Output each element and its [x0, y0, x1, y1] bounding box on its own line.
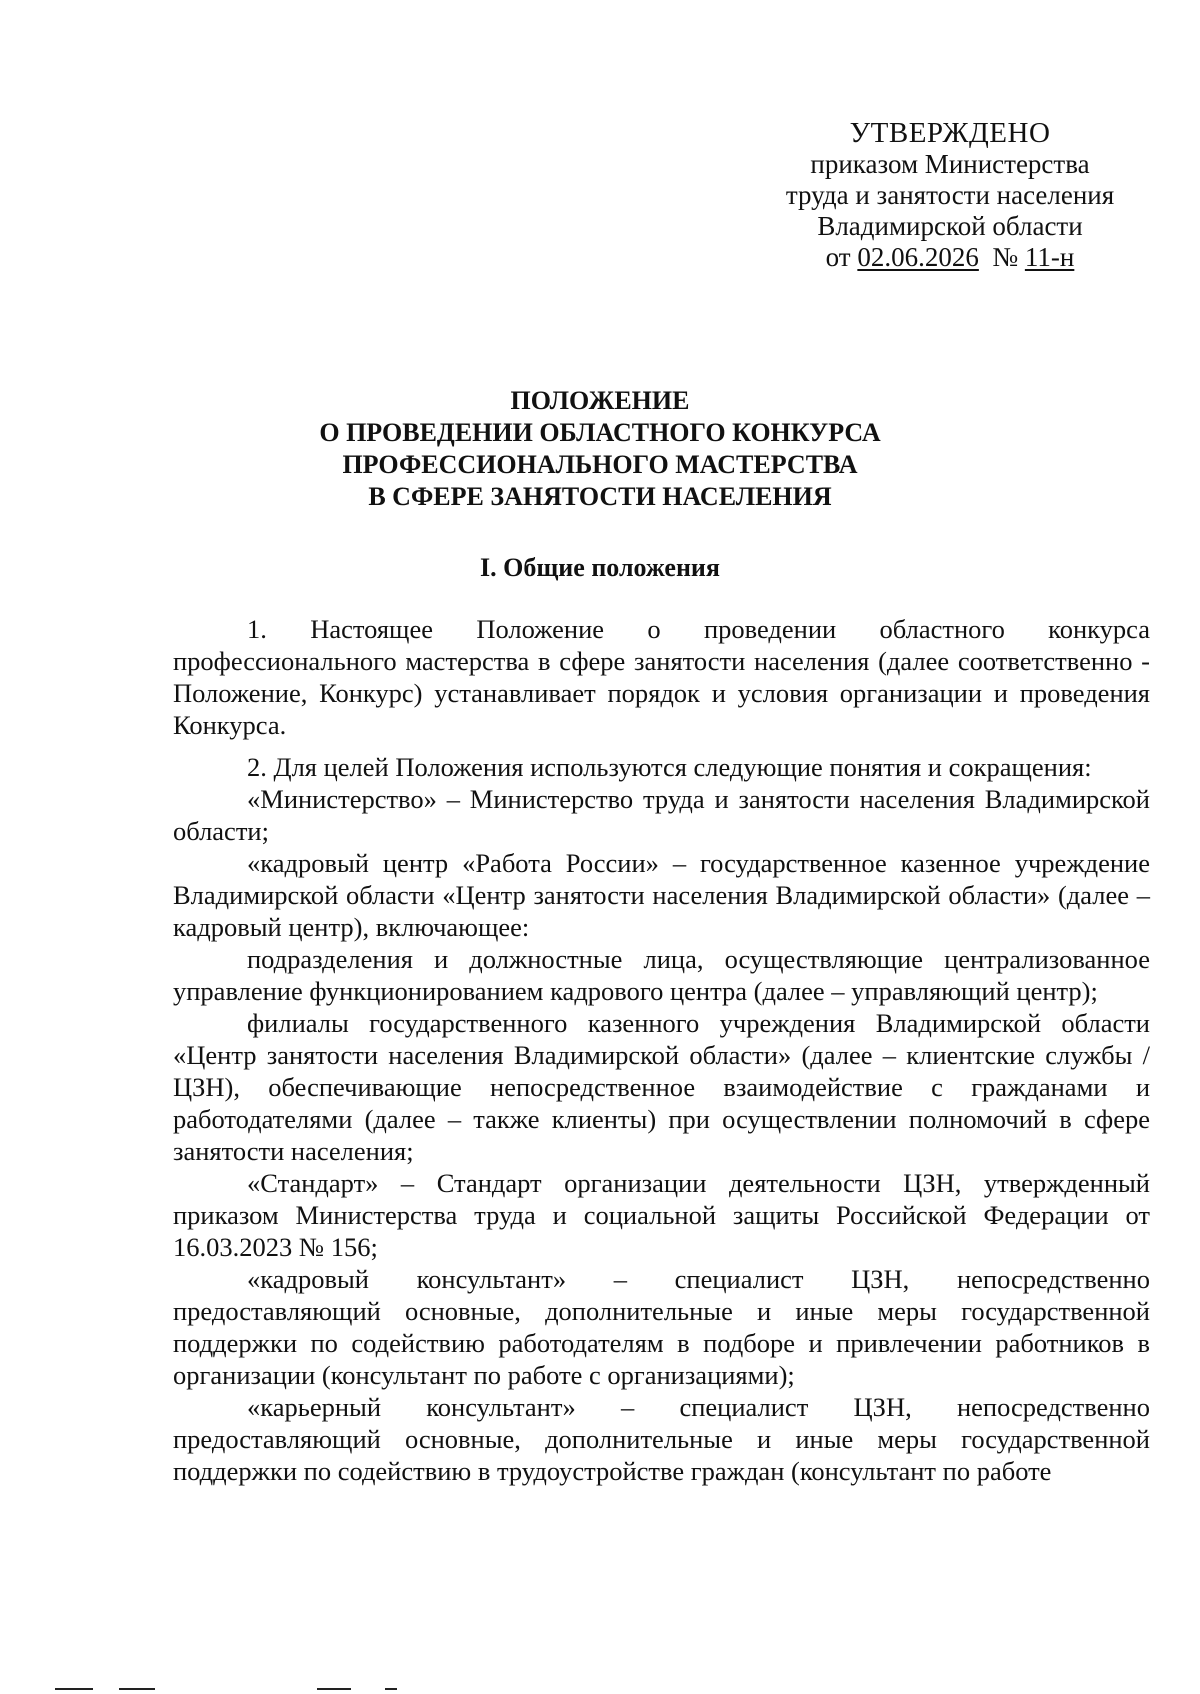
paragraph-2: 2. Для целей Положения используются следующие понятия и сокращения: [247, 752, 1092, 782]
date-prefix: от [825, 242, 851, 272]
definition-personnel-center: «кадровый центр «Работа России» – государственное казенное учреждение Владимирской области «Центр занятости населения Владимирской области» (далее – кадровый центр), включающее: [173, 848, 1150, 942]
document-title [0, 385, 1200, 513]
title-line-1: ПОЛОЖЕНИЕ [510, 386, 690, 415]
number-prefix: № [992, 242, 1019, 272]
scan-mark [317, 1688, 351, 1690]
approval-title: УТВЕРЖДЕНО [849, 117, 1051, 149]
definition-ministry: «Министерство» – Министерство труда и занятости населения Владимирской области; [173, 784, 1150, 846]
scan-mark [55, 1688, 93, 1690]
definition-client-services: филиалы государственного казенного учреждения Владимирской области «Центр занятости населения Владимирской области» (далее – клиентские службы / ЦЗН), обеспечивающие непосредственное взаимодействие с гражданами и работодателями (далее – также клиенты) при осуществлении полномочий в сфере занятости населения; [173, 1008, 1150, 1166]
scan-edge-marks [55, 1688, 455, 1691]
approval-line-3: Владимирской области [817, 211, 1083, 241]
title-line-4: В СФЕРЕ ЗАНЯТОСТИ НАСЕЛЕНИЯ [368, 482, 832, 511]
definition-standard: «Стандарт» – Стандарт организации деятельности ЦЗН, утвержденный приказом Министерства труда и социальной защиты Российской Федерации от 16.03.2023 № 156; [173, 1168, 1150, 1262]
order-number: 11-н [1024, 242, 1075, 272]
definition-managing-center: подразделения и должностные лица, осуществляющие централизованное управление функционированием кадрового центра (далее – управляющий центр); [173, 944, 1150, 1006]
approval-line-1: приказом Министерства [810, 149, 1090, 179]
approval-date-line [760, 242, 1140, 273]
scan-mark [119, 1688, 155, 1690]
approval-stamp [760, 118, 1140, 273]
approval-line-2: труда и занятости населения [785, 180, 1115, 210]
scan-mark [385, 1688, 397, 1690]
definition-career-consultant: «карьерный консультант» – специалист ЦЗН, непосредственно предоставляющий основные, дополнительные и иные меры государственной поддержки по содействию в трудоустройстве граждан (консультант по работе [173, 1392, 1150, 1486]
definition-personnel-consultant: «кадровый консультант» – специалист ЦЗН, непосредственно предоставляющий основные, дополнительные и иные меры государственной поддержки по содействию работодателям в подборе и привлечении работников в организации (консультант по работе с организациями); [173, 1264, 1150, 1390]
document-body [173, 613, 1150, 1487]
title-line-2: О ПРОВЕДЕНИИ ОБЛАСТНОГО КОНКУРСА [319, 418, 881, 447]
title-line-3: ПРОФЕССИОНАЛЬНОГО МАСТЕРСТВА [342, 450, 858, 479]
section-heading: I. Общие положения [480, 553, 720, 582]
paragraph-1: 1. Настоящее Положение о проведении областного конкурса профессионального мастерства в сфере занятости населения (далее соответственно - Положение, Конкурс) устанавливает порядок и условия организации и проведения Конкурса. [173, 614, 1150, 740]
order-date: 02.06.2026 [857, 242, 979, 272]
